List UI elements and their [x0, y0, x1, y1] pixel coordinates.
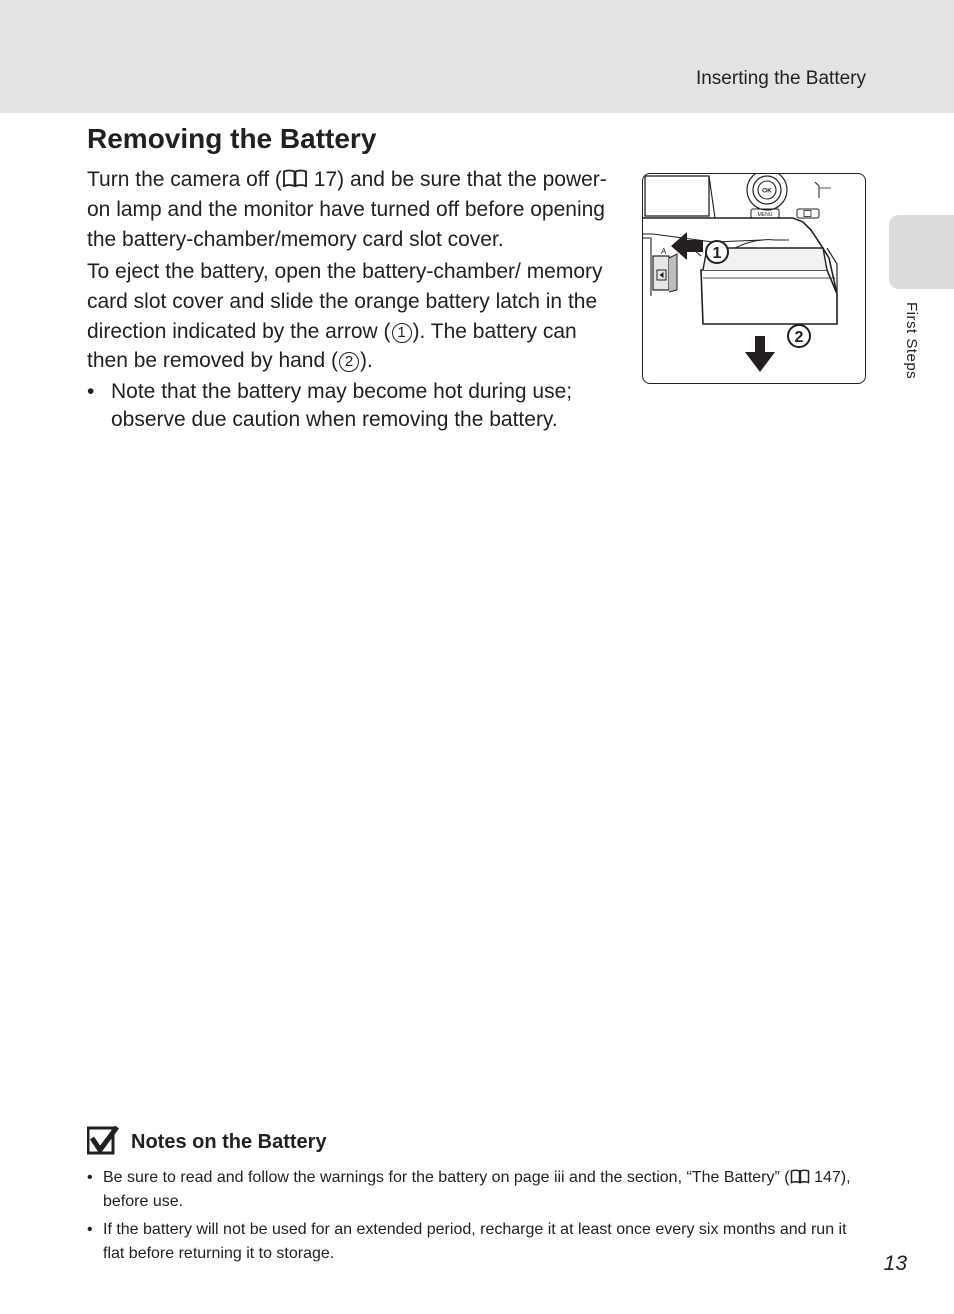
- caution-bullet: [87, 378, 617, 434]
- note-item: [87, 1166, 867, 1214]
- camera-battery-drawing: [643, 174, 866, 384]
- bullet-symbol: •: [87, 380, 95, 403]
- figure-step-1-label: 1: [712, 245, 722, 262]
- figure-a-label: A: [661, 247, 667, 256]
- battery-removal-illustration: [642, 173, 866, 384]
- note-page-ref: 147: [814, 1169, 841, 1186]
- page-reference-icon: [282, 169, 308, 188]
- note-bullet: •: [87, 1221, 93, 1238]
- monitor-edge: [645, 176, 709, 216]
- note-text-start: Be sure to read and follow the warnings for the battery on page iii and the section, “The Battery” (: [103, 1169, 790, 1186]
- battery-chamber-drawing: [653, 256, 669, 290]
- note-bullet: •: [87, 1169, 93, 1186]
- eject-text-start: To eject the battery, open the battery-chamber/ memory card slot cover and slide the orange battery latch in the direction indicated by the arrow (: [87, 260, 603, 343]
- ok-label: OK: [762, 187, 772, 195]
- chapter-tab-label: First Steps: [903, 302, 920, 380]
- eject-text-middle: ). The battery can then be removed by hand (: [87, 319, 577, 373]
- section-title: Removing the Battery: [87, 123, 377, 154]
- step-1-marker: 1: [392, 323, 412, 343]
- figure-step-2-label: 2: [794, 329, 804, 346]
- running-header: Inserting the Battery: [695, 68, 866, 89]
- note-item: [87, 1218, 867, 1266]
- header-band: [0, 0, 954, 113]
- step-2-marker: 2: [339, 352, 359, 372]
- chapter-tab: [889, 215, 954, 289]
- menu-label: MENU: [757, 212, 773, 218]
- page-number: 13: [883, 1252, 907, 1275]
- caution-check-icon: [87, 1126, 119, 1156]
- intro-paragraph: [87, 165, 617, 254]
- eject-text-end: ).: [360, 349, 373, 373]
- note-text: If the battery will not be used for an extended period, recharge it at least once every six months and run it flat before returning it to storage.: [103, 1221, 847, 1262]
- intro-text-end: ) and be sure that the power-on lamp and the monitor have turned off before opening the battery-chamber/memory card slot cover.: [87, 168, 607, 251]
- page-reference-icon: [790, 1169, 810, 1184]
- intro-page-ref: 17: [313, 168, 338, 191]
- eject-paragraph: [87, 257, 617, 376]
- caution-text: Note that the battery may become hot during use; observe due caution when removing the battery.: [111, 380, 573, 431]
- arrow-down-icon: [745, 336, 775, 372]
- notes-title: Notes on the Battery: [131, 1131, 327, 1153]
- intro-text-start: Turn the camera off (: [87, 168, 282, 191]
- note-text-end: ), before use.: [103, 1169, 851, 1210]
